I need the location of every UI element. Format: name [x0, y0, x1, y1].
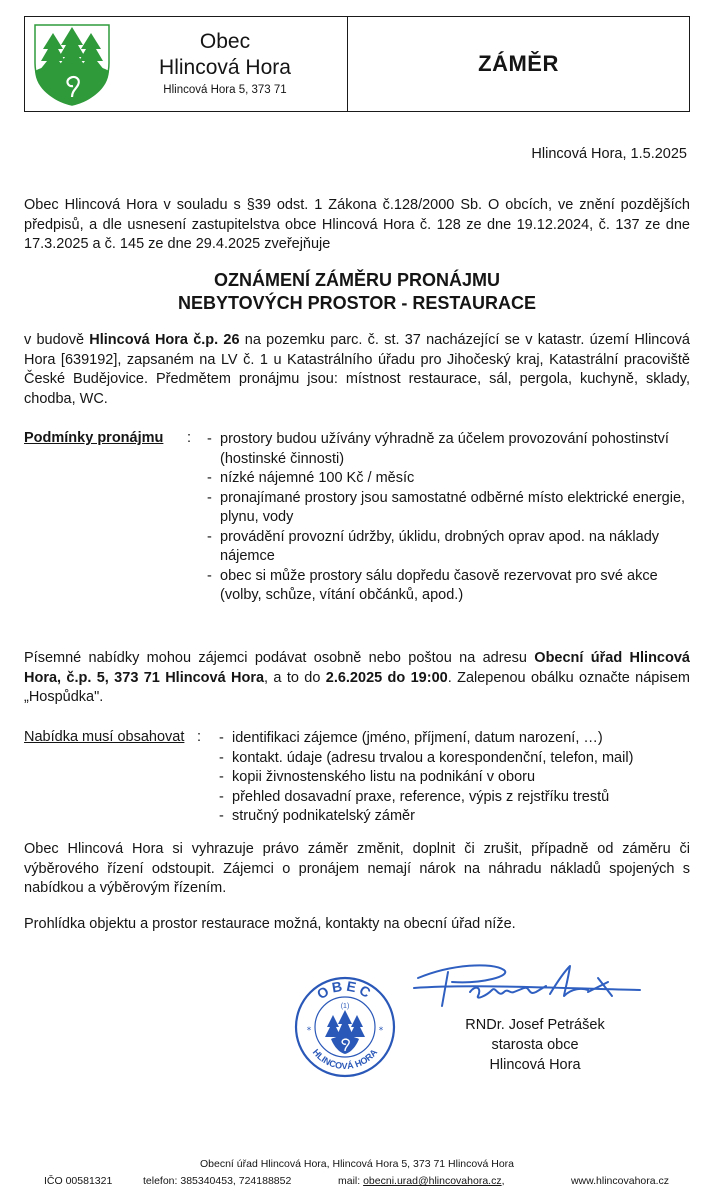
- municipality-name: [125, 29, 325, 81]
- inspection-paragraph: Prohlídka objektu a prostor restaurace možná, kontakty na obecní úřad níže.: [24, 916, 516, 932]
- svg-text:OBEC: [314, 978, 376, 1003]
- list-item: - obec si může prostory sálu dopředu časově rezervovat pro své akce (volby, schůze, vítání občánků, apod.): [207, 567, 687, 606]
- conditions-list: [207, 430, 687, 606]
- list-item: - provádění provozní údržby, úklidu, drobných oprav apod. na náklady nájemce: [207, 528, 687, 567]
- notice-heading: [24, 269, 690, 315]
- signature-icon: [412, 958, 642, 1018]
- stamp-top-text: OBEC: [313, 977, 377, 1003]
- stamp-bottom-text: HLINCOVÁ HORA: [310, 1047, 380, 1072]
- footer-ico: IČO 00581321: [44, 1175, 113, 1187]
- signer-place: Hlincová Hora: [489, 1057, 581, 1073]
- conditions-colon: :: [187, 430, 192, 446]
- list-item: - kontakt. údaje (adresu trvalou a korespondenční, telefon, mail): [219, 749, 689, 769]
- official-stamp-icon: [293, 975, 397, 1079]
- conditions-label: Podmínky pronájmu: [24, 430, 164, 446]
- contents-list: [219, 729, 689, 827]
- footer-mail: mail: obecni.urad@hlincovahora.cz,: [338, 1175, 505, 1187]
- notice-heading-line2: NEBYTOVÝCH PROSTOR - RESTAURACE: [177, 293, 537, 313]
- footer-address: Obecní úřad Hlincová Hora, Hlincová Hora 5, 373 71 Hlincová Hora: [200, 1158, 514, 1170]
- notice-heading-line1: OZNÁMENÍ ZÁMĚRU PRONÁJMU: [214, 270, 500, 290]
- offers-paragraph: Písemné nabídky mohou zájemci podávat osobně nebo poštou na adresu Obecní úřad Hlincová Hora, č.p. 5, 373 71 Hlincová Hora, a to do 2.6.2025 do 19:00. Zalepenou obálku označte nápisem „Hospůdka".: [24, 650, 690, 705]
- stamp-number: (1): [340, 1003, 350, 1010]
- deadline: 2.6.2025 do 19:00: [325, 669, 448, 686]
- list-item: - kopii živnostenského listu na podnikání v oboru: [219, 768, 689, 788]
- reserve-paragraph: Obec Hlincová Hora si vyhrazuje právo záměr změnit, doplnit či zrušit, případně od záměru či výběrového řízení odstoupit. Zájemci o pronájem nemají nárok na náhradu nákladů spojených s nabídkou a výběrovým řízením.: [24, 841, 690, 896]
- building-details: na pozemku parc. č. st. 37 nacházející se v katastr. území Hlincová Hora [639192], zapsaném na LV č. 1 u Katastrálního úřadu pro Jihočeský kraj, Katastrální pracoviště České Budějovice. Předmětem pronájmu jsou: místnost restaurace, sál, pergola, kuchyně, sklady, chodba, WC.: [24, 332, 690, 407]
- signer-block: [400, 1015, 670, 1075]
- office-address: Obecní úřad Hlincová Hora, č.p. 5, 373 71 Hlincová Hora: [24, 650, 690, 686]
- municipality-name-line2: Hlincová Hora: [159, 56, 291, 79]
- contents-label: Nabídka musí obsahovat: [24, 729, 185, 745]
- list-item: - stručný podnikatelský záměr: [219, 807, 689, 827]
- signer-role: starosta obce: [491, 1037, 579, 1053]
- municipality-address: Hlincová Hora 5, 373 71: [163, 84, 287, 96]
- list-item: - identifikaci zájemce (jméno, příjmení, datum narození, …): [219, 729, 689, 749]
- footer-website[interactable]: www.hlincovahora.cz: [570, 1175, 669, 1187]
- building-paragraph: [24, 331, 690, 409]
- footer-phone: telefon: 385340453, 724188852: [143, 1175, 292, 1187]
- signer-name: RNDr. Josef Petrášek: [465, 1017, 605, 1033]
- building-address: Hlincová Hora č.p. 26: [89, 332, 240, 348]
- header-box: [24, 16, 690, 112]
- list-item: - prostory budou užívány výhradně za účelem provozování pohostinství (hostinské činnosti): [207, 430, 687, 469]
- document-date: Hlincová Hora, 1.5.2025: [531, 146, 687, 162]
- svg-text:*: *: [378, 1026, 384, 1036]
- list-item: - pronajímané prostory jsou samostatné odběrné místo elektrické energie, plynu, vody: [207, 489, 687, 528]
- svg-text:*: *: [306, 1026, 312, 1036]
- municipality-name-line1: Obec: [199, 30, 251, 53]
- document-title: ZÁMĚR: [478, 50, 559, 76]
- municipal-crest-icon: [31, 23, 113, 107]
- footer-mail-link[interactable]: obecni.urad@hlincovahora.cz: [363, 1175, 502, 1187]
- contents-colon: :: [197, 729, 202, 745]
- list-item: - nízké nájemné 100 Kč / měsíc: [207, 469, 687, 489]
- list-item: - přehled dosavadní praxe, reference, výpis z rejstříku trestů: [219, 788, 689, 808]
- building-prefix: v budově: [24, 332, 90, 348]
- intro-paragraph: Obec Hlincová Hora v souladu s §39 odst. 1 Zákona č.128/2000 Sb. O obcích, ve znění pozdějších předpisů, a dle usnesení zastupitelstva obce Hlincová Hora č. 128 ze dne 19.12.2024, č. 137 ze dne 17.3.2025 a č. 145 ze dne 29.4.2025 zveřejňuje: [24, 197, 690, 252]
